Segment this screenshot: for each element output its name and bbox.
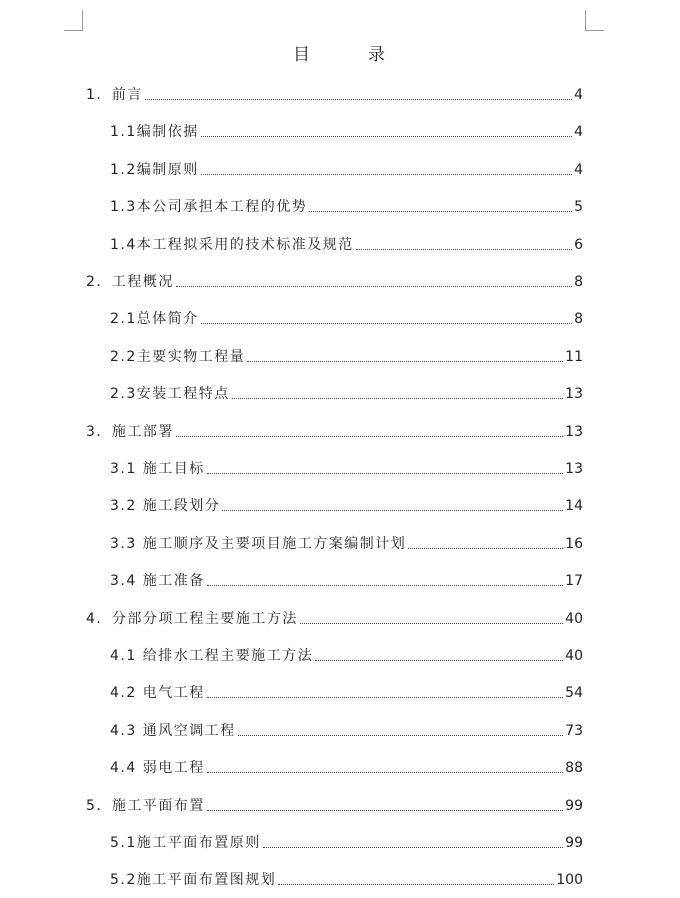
toc-entry-section[interactable]: [110, 109, 583, 141]
toc-entry-chapter[interactable]: [86, 409, 583, 441]
toc-entry-section[interactable]: [110, 670, 583, 702]
toc-entry-label: 1.3本公司承担本工程的优势: [110, 199, 308, 216]
toc-dot-leader: [201, 323, 572, 324]
toc-dot-leader: [263, 847, 563, 848]
toc-entry-label: 4.3 通风空调工程: [110, 722, 236, 739]
toc-entry-chapter[interactable]: [86, 596, 583, 628]
toc-page-number: 8: [574, 274, 583, 290]
toc-entry-label: 4.1 给排水工程主要施工方法: [110, 648, 314, 664]
toc-entry-section[interactable]: [110, 184, 583, 216]
toc-page-number: 14: [565, 498, 583, 515]
toc-page-number: 13: [565, 423, 583, 440]
crop-mark-top-right: [585, 10, 604, 31]
toc-page-number: 73: [565, 722, 583, 739]
toc-dot-leader: [207, 810, 563, 811]
toc-page-number: 99: [565, 797, 583, 814]
toc-entry-label: 3.3 施工顺序及主要项目施工方案编制计划: [110, 535, 407, 552]
toc-entry-chapter[interactable]: [86, 72, 583, 104]
toc-entry-label: 3.4 施工准备: [110, 573, 205, 590]
toc-dot-leader: [232, 398, 563, 399]
toc-entry-label: 5.1施工平面布置原则: [110, 835, 261, 851]
toc-page-number: 5: [574, 199, 583, 216]
toc-entry-label: 5.2施工平面布置图规划: [110, 872, 277, 889]
toc-dot-leader: [309, 211, 572, 212]
toc-dot-leader: [300, 623, 563, 624]
toc-page-number: 4: [574, 161, 583, 178]
toc-dot-leader: [356, 249, 572, 250]
toc-entry-label: 3.1 施工目标: [110, 461, 205, 477]
toc-entry-section[interactable]: [110, 147, 583, 179]
toc-entry-section[interactable]: [110, 483, 583, 515]
toc-page-number: 13: [565, 461, 583, 477]
toc-dot-leader: [207, 585, 563, 586]
toc-dot-leader: [176, 286, 572, 287]
toc-dot-leader: [238, 735, 563, 736]
toc-page-number: 4: [574, 124, 583, 141]
toc-page-number: 11: [565, 348, 583, 365]
toc-entry-section[interactable]: [110, 708, 583, 740]
toc-entry-section[interactable]: [110, 371, 583, 403]
toc-dot-leader: [145, 99, 572, 100]
toc-dot-leader: [207, 473, 563, 474]
toc-entry-label: 4.4 弱电工程: [110, 760, 205, 777]
title-char-2: 录: [368, 45, 387, 65]
toc-entry-section[interactable]: [110, 334, 583, 366]
toc-dot-leader: [315, 660, 563, 661]
toc-page-number: 40: [565, 648, 583, 664]
toc-entry-label: 1.1编制依据: [110, 124, 199, 141]
toc-entry-label: 2．工程概况: [86, 274, 174, 290]
title-char-1: 目: [293, 45, 312, 65]
toc-entry-section[interactable]: [110, 857, 583, 889]
toc-dot-leader: [207, 697, 563, 698]
toc-page-number: 4: [574, 87, 583, 103]
toc-entry-label: 4．分部分项工程主要施工方法: [86, 610, 298, 627]
toc-entry-label: 3.2 施工段划分: [110, 498, 221, 515]
toc-entry-chapter[interactable]: [86, 783, 583, 815]
toc-entry-section[interactable]: [110, 521, 583, 553]
toc-dot-leader: [201, 136, 572, 137]
toc-entry-label: 2.2主要实物工程量: [110, 348, 246, 365]
toc-entry-section[interactable]: [110, 446, 583, 478]
toc-page-number: 8: [574, 311, 583, 328]
toc-dot-leader: [207, 772, 563, 773]
toc-entry-label: 2.3安装工程特点: [110, 386, 230, 403]
toc-entry-label: 1.2编制原则: [110, 161, 199, 178]
toc-entry-section[interactable]: [110, 296, 583, 328]
toc-entry-section[interactable]: [110, 820, 583, 852]
toc-page-number: 13: [565, 386, 583, 403]
crop-mark-top-left: [64, 10, 83, 31]
page-title: [0, 40, 680, 64]
toc-dot-leader: [201, 174, 572, 175]
toc-entry-label: 1.4本工程拟采用的技术标准及规范: [110, 236, 354, 253]
toc-entry-label: 4.2 电气工程: [110, 685, 205, 702]
toc-entry-label: 3．施工部署: [86, 423, 174, 440]
toc-dot-leader: [408, 548, 563, 549]
toc-page-number: 54: [565, 685, 583, 702]
toc-page-number: 40: [565, 610, 583, 627]
toc-page-number: 88: [565, 760, 583, 777]
toc-entry-section[interactable]: [110, 558, 583, 590]
toc-entry-label: 2.1总体简介: [110, 311, 199, 328]
toc-page-number: 99: [565, 835, 583, 851]
toc-dot-leader: [247, 361, 563, 362]
toc-page-number: 16: [565, 535, 583, 552]
toc-page-number: 100: [556, 872, 583, 889]
toc-page-number: 17: [565, 573, 583, 590]
toc-entry-label: 5．施工平面布置: [86, 797, 205, 814]
toc-entry-section[interactable]: [110, 745, 583, 777]
toc-dot-leader: [176, 436, 563, 437]
toc-page-number: 6: [574, 236, 583, 253]
toc-dot-leader: [222, 510, 563, 511]
toc-entry-section[interactable]: [110, 222, 583, 254]
toc-entry-label: 1．前言: [86, 87, 143, 103]
toc-dot-leader: [278, 884, 554, 885]
toc-entry-section[interactable]: [110, 633, 583, 665]
toc-entry-chapter[interactable]: [86, 259, 583, 291]
